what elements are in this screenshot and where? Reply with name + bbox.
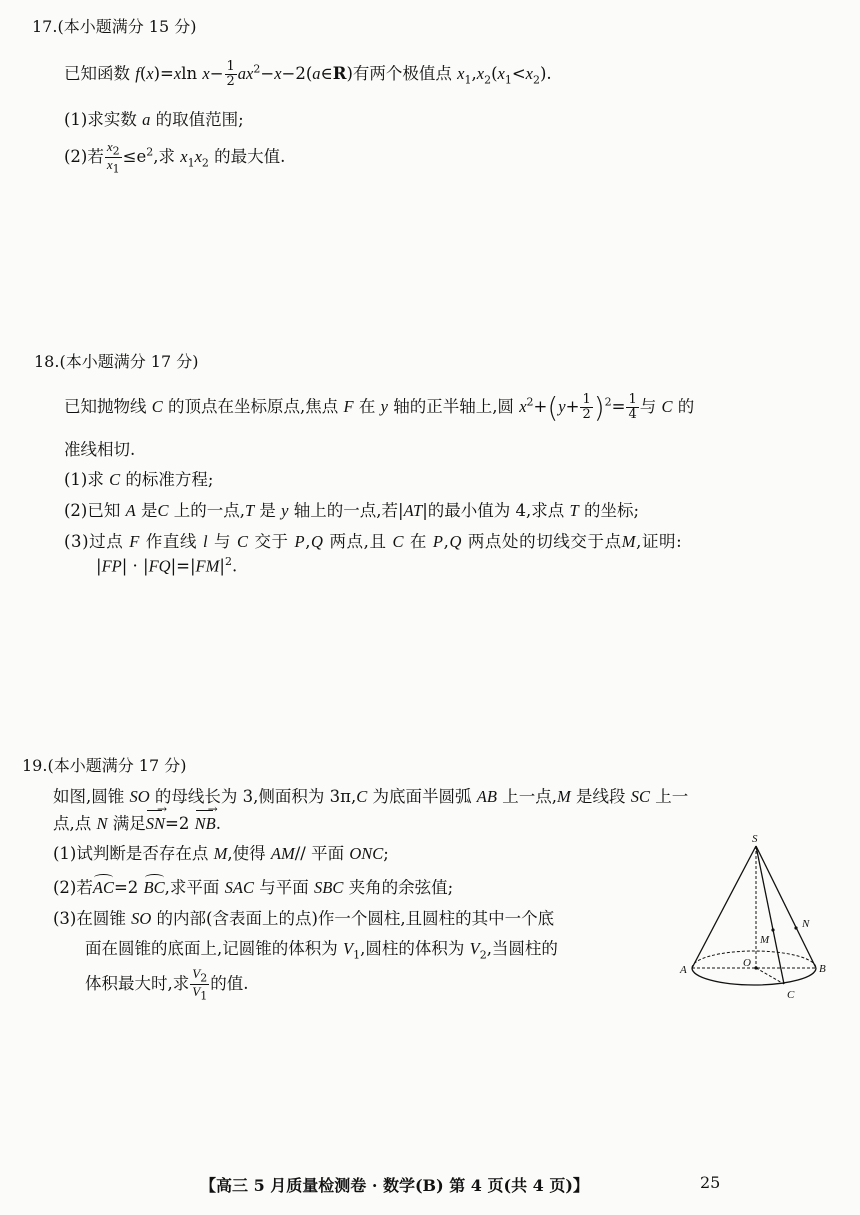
q19-part2: (2)若AC=2 BC,求平面 SAC 与平面 SBC 夹角的余弦值; xyxy=(53,878,454,897)
cone-figure xyxy=(672,832,842,1010)
q19-part3-line1: (3)在圆锥 SO 的内部(含表面上的点)作一个圆柱,且圆柱的其中一个底 xyxy=(53,909,555,928)
q19-part3-line3: 体积最大时,求 $\frac{V_2}{V_1}$ 的值. xyxy=(85,966,249,1003)
q19-part1: (1)试判断是否存在点 M,使得 AM// 平面 ONC; xyxy=(53,844,389,863)
label-N: N xyxy=(802,918,810,930)
q17-header: 17.(本小题满分 15 分) xyxy=(32,17,197,36)
label-B: B xyxy=(819,963,826,975)
label-M: M xyxy=(760,934,770,946)
q17-statement: 已知函数 f(x)=xln x− $\frac{1}{2}$ $ax^2-x-2(a\in R)$有两个极值点 $x_1,x_2(x_1<x_2)$. xyxy=(64,59,552,89)
q18-statement-line2: 准线相切. xyxy=(64,440,136,459)
q19-statement-line2: 点,点 N 满足→ SN=2 → NB. xyxy=(53,810,221,834)
q18-part1: (1)求 C 的标准方程; xyxy=(64,470,214,489)
label-S: S xyxy=(752,833,758,845)
label-C: C xyxy=(787,989,795,1001)
q18-part2: (2)已知 A 是C 上的一点,T 是 y 轴上的一点,若|AT|的最小值为 4,求点 T 的坐标; xyxy=(64,501,640,520)
q19-statement-line1: 如图,圆锥 SO 的母线长为 3,侧面积为 3π,C 为底面半圆弧 AB 上一点,M 是线段 SC 上一 xyxy=(53,787,689,806)
q18-part3: (3)过点 F 作直线 l 与 C 交于 P,Q 两点,且 C 在 P,Q 两点处的切线交于点M,证明: xyxy=(64,532,683,551)
q19-header: 19.(本小题满分 17 分) xyxy=(22,756,187,775)
q18-part3-formula: $|FP| \cdot |FQ|=|FM|^2$. xyxy=(96,555,238,576)
q18-statement-line1: 已知抛物线 C 的顶点在坐标原点,焦点 F 在 y 轴的正半轴上,圆 $x^2+(y+$ $\frac{1}{2}$ )$^2$= $\frac{1}{4}$ 与 C 的 xyxy=(64,391,695,424)
label-A: A xyxy=(680,964,687,976)
footer-title: 【高三 5 月质量检测卷 · 数学(B) 第 4 页(共 4 页)】 xyxy=(200,1176,589,1195)
q17-part1: (1)求实数 a 的取值范围; xyxy=(64,110,244,129)
q18-header: 18.(本小题满分 17 分) xyxy=(34,352,199,371)
q17-part2: (2)若 $\frac{x_2}{x_1}$ $\le e^2$,求 $x_1x_2$ 的最大值. xyxy=(64,139,286,176)
page-number: 25 xyxy=(700,1173,721,1192)
q19-part3-line2: 面在圆锥的底面上,记圆锥的体积为 $V_1$,圆柱的体积为 $V_2$,当圆柱的 xyxy=(85,939,558,962)
label-O: O xyxy=(743,957,751,969)
